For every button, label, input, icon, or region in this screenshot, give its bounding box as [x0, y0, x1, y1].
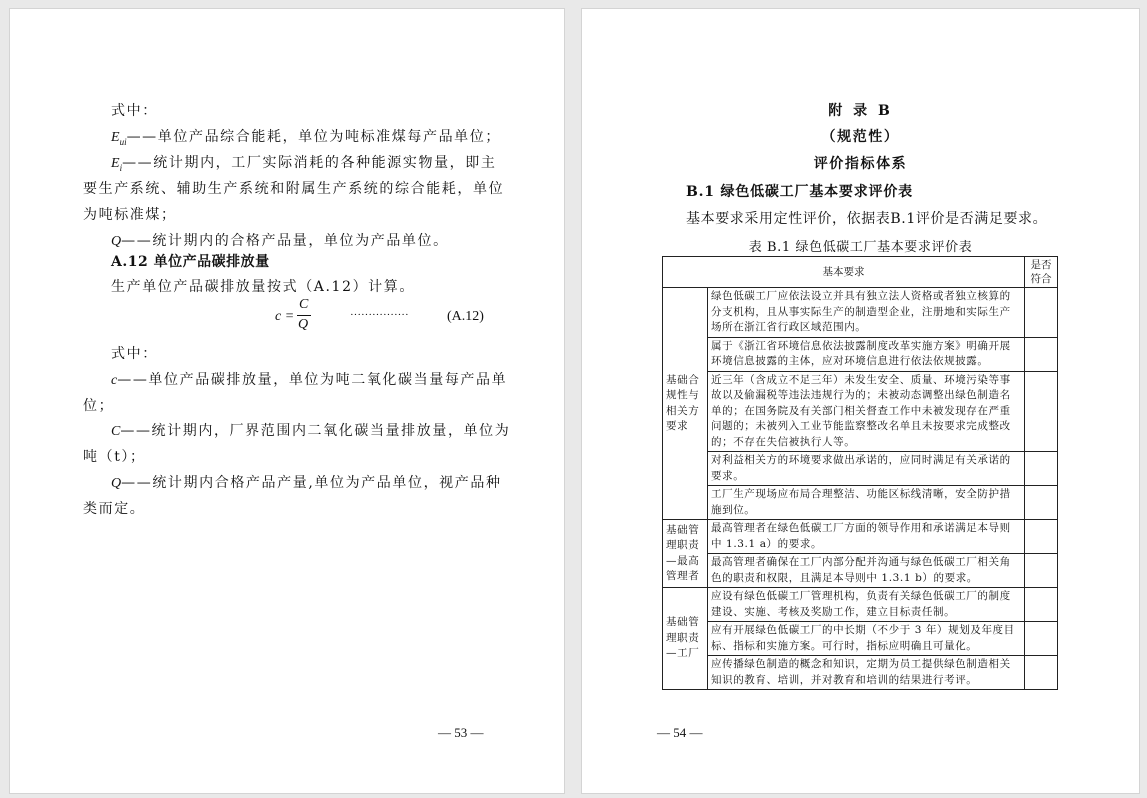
requirement-cell: 应传播绿色制造的概念和知识，定期为员工提供绿色制造相关知识的教育、培训，并对教育和培训的结果进行考评。	[708, 656, 1025, 690]
compliance-cell[interactable]	[1025, 288, 1058, 338]
text-line: c——单位产品碳排放量，单位为吨二氧化碳当量每产品单	[111, 372, 508, 388]
text-line: 位；	[83, 398, 115, 414]
compliance-cell[interactable]	[1025, 588, 1058, 622]
compliance-cell[interactable]	[1025, 337, 1058, 371]
table-row	[663, 622, 1058, 656]
text-line: 为吨标准煤；	[83, 207, 177, 223]
table-row	[663, 371, 1058, 452]
appendix-title: 附 录 B	[828, 103, 893, 119]
requirement-cell: 对利益相关方的环境要求做出承诺的，应同时满足有关承诺的要求。	[708, 452, 1025, 486]
section-heading-a12: A.12 单位产品碳排放量	[111, 254, 270, 270]
compliance-cell[interactable]	[1025, 554, 1058, 588]
text-line: $E_{ui}——$单位产品综合能耗，单位为吨标准煤每产品单位；	[111, 129, 501, 147]
compliance-cell[interactable]	[1025, 656, 1058, 690]
category-cell: 基础合规性与相关方要求	[663, 288, 708, 520]
table-row	[663, 656, 1058, 690]
requirement-cell: 最高管理者确保在工厂内部分配并沟通与绿色低碳工厂相关角色的职责和权限，且满足本导则中 1.3.1 b）的要求。	[708, 554, 1025, 588]
requirements-table	[662, 256, 1058, 690]
appendix-subtitle: 评价指标体系	[813, 156, 908, 172]
requirement-cell: 属于《浙江省环境信息依法披露制度改革实施方案》明确开展环境信息披露的主体，应对环境信息进行依法依规披露。	[708, 337, 1025, 371]
table-row	[663, 554, 1058, 588]
text-line: $E_i——$统计期内，工厂实际消耗的各种能源实物量，即主	[111, 155, 497, 173]
page-number: — 54 —	[657, 725, 703, 740]
text-line: Q——统计期内的合格产品量，单位为产品单位。	[111, 233, 449, 249]
requirement-cell: 应有开展绿色低碳工厂的中长期（不少于 3 年）规划及年度目标、指标和实施方案。可行时，指标应明确且可量化。	[708, 622, 1025, 656]
table-row	[663, 520, 1058, 554]
section-heading-b1: B.1 绿色低碳工厂基本要求评价表	[686, 184, 913, 200]
header-requirements: 基本要求	[663, 257, 1025, 288]
table-row	[663, 588, 1058, 622]
page-54	[581, 8, 1140, 794]
text-line: Q——统计期内合格产品产量,单位为产品单位，视产品种	[111, 475, 502, 491]
requirement-cell: 应设有绿色低碳工厂管理机构，负责有关绿色低碳工厂的制度建设、实施、考核及奖励工作，建立目标责任制。	[708, 588, 1025, 622]
requirement-cell: 近三年（含成立不足三年）未发生安全、质量、环境污染等事故以及偷漏税等违法违规行为的；未被动态调整出绿色制造名单的；在国务院及有关部门相关督查工作中未被发现存在严重问题的；未被列入工业节能监察整改名单且未按要求完成整改的；不存在失信被执行人等。	[708, 371, 1025, 452]
compliance-cell[interactable]	[1025, 371, 1058, 452]
text-line: 基本要求采用定性评价，依据表B.1评价是否满足要求。	[686, 211, 1048, 227]
text-line: 类而定。	[83, 501, 146, 517]
text-line: 式中：	[111, 346, 158, 362]
compliance-cell[interactable]	[1025, 452, 1058, 486]
normative-label: （规范性）	[821, 129, 900, 145]
table-row	[663, 452, 1058, 486]
table-row	[663, 486, 1058, 520]
table-row	[663, 337, 1058, 371]
requirement-cell: 最高管理者在绿色低碳工厂方面的领导作用和承诺满足本导则中 1.3.1 a）的要求。	[708, 520, 1025, 554]
text-line: 吨（t）；	[83, 449, 146, 465]
table-caption: 表 B.1 绿色低碳工厂基本要求评价表	[748, 240, 973, 255]
page-53: 式中： $E_{ui}——$单位产品综合能耗，单位为吨标准煤每产品单位； $E_i——$统计期内，工厂实际消耗的各种能源实物量，即主 要生产系统、辅助生产系统和附属生产系统的综合能耗，单位 为吨标准煤； Q——统计期内的合格产品量，单位为产品单位。 A.12 单位产品碳排放量 生产单位产品碳排放量按式（A.12）计算。 c = C Q ················ (A.12) 式中： c——单位产品碳排放量，单位为吨二氧化碳当量每产品单 位； C——统计期内，厂界范围内二氧化碳当量排放量，单位为 吨（t）； Q——统计期内合格产品产量,单位为产品单位，视产品种 类而定。 — 53 —	[9, 8, 565, 794]
page-number: — 53 —	[438, 725, 484, 740]
table-header-row	[663, 257, 1058, 288]
table-row	[663, 288, 1058, 338]
category-cell: 基础管理职责—工厂	[663, 588, 708, 690]
category-cell: 基础管理职责—最高管理者	[663, 520, 708, 588]
compliance-cell[interactable]	[1025, 622, 1058, 656]
requirement-cell: 绿色低碳工厂应依法设立并具有独立法人资格或者独立核算的分支机构，且从事实际生产的制造型企业，注册地和实际生产场所在浙江省行政区域范围内。	[708, 288, 1025, 338]
requirement-cell: 工厂生产现场应布局合理整洁、功能区标线清晰，安全防护措施到位。	[708, 486, 1025, 520]
text-line: 式中：	[111, 103, 158, 119]
text-line: C——统计期内，厂界范围内二氧化碳当量排放量，单位为	[111, 423, 511, 439]
compliance-cell[interactable]	[1025, 486, 1058, 520]
header-compliance: 是否符合	[1025, 257, 1058, 288]
text-line: 要生产系统、辅助生产系统和附属生产系统的综合能耗，单位	[83, 181, 505, 197]
text-line: 生产单位产品碳排放量按式（A.12）计算。	[111, 279, 415, 295]
compliance-cell[interactable]	[1025, 520, 1058, 554]
